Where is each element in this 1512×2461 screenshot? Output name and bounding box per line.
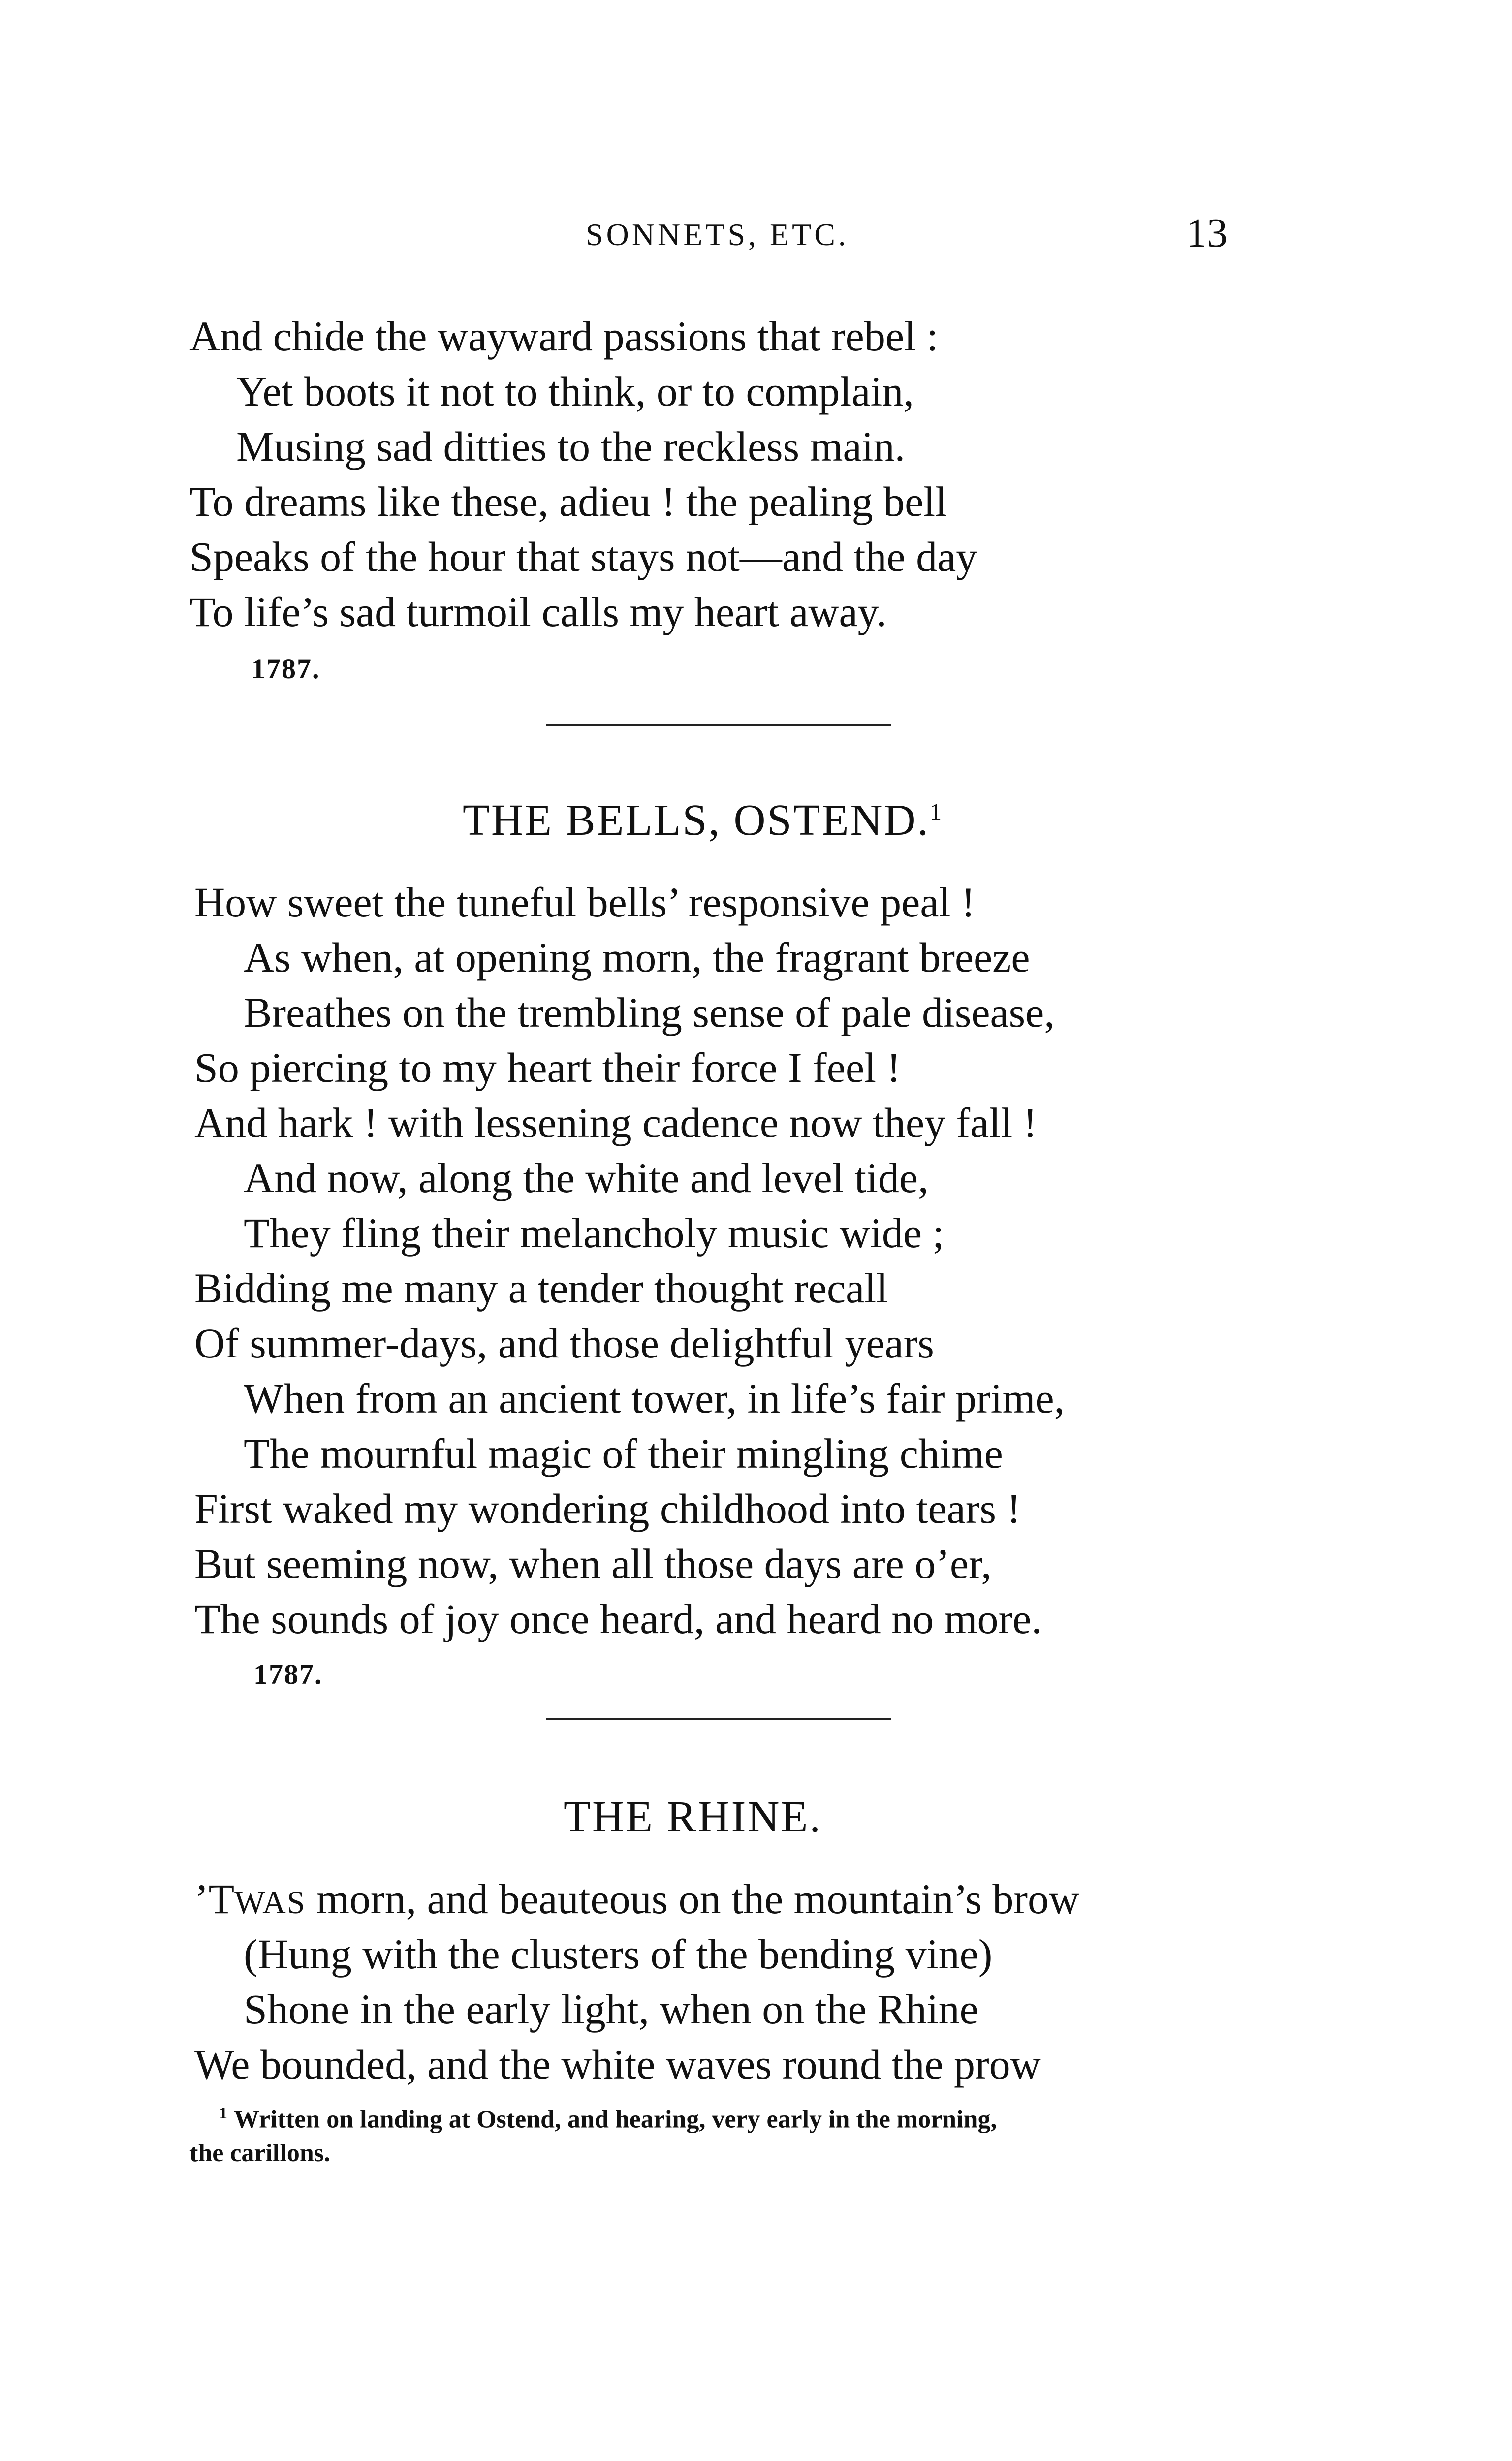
bells-line: So piercing to my heart their force I feel !: [194, 1044, 901, 1091]
bells-line: When from an ancient tower, in life’s fair prime,: [244, 1375, 1065, 1422]
prev-poem-line: Yet boots it not to think, or to complain,: [236, 368, 914, 415]
bells-line: The sounds of joy once heard, and heard no more.: [194, 1595, 1042, 1642]
footnote-text-1: Written on landing at Ostend, and hearing, very early in the morning,: [234, 2105, 997, 2134]
rhine-line: (Hung with the clusters of the bending vine): [244, 1930, 993, 1978]
rhine-first-word-lead: ’T: [194, 1875, 235, 1923]
footnote-marker: 1: [929, 799, 943, 825]
prev-poem-line: To dreams like these, adieu ! the pealing bell: [189, 478, 947, 525]
bells-line: As when, at opening morn, the fragrant breeze: [244, 934, 1030, 981]
section-divider: [546, 1718, 891, 1720]
bells-line: How sweet the tuneful bells’ responsive peal !: [194, 879, 976, 926]
bells-line: Breathes on the trembling sense of pale disease,: [244, 989, 1055, 1036]
footnote-mark: 1: [219, 2104, 227, 2122]
footnote-line-1: [219, 2104, 997, 2134]
rhine-first-line-rest: morn, and beauteous on the mountain’s brow: [306, 1875, 1080, 1923]
prev-poem-line: Speaks of the hour that stays not—and the day: [189, 533, 977, 580]
bells-line: But seeming now, when all those days are o’er,: [194, 1540, 992, 1587]
bells-line: Of summer-days, and those delightful years: [194, 1320, 934, 1367]
bells-line: And hark ! with lessening cadence now they fall !: [194, 1099, 1038, 1146]
running-head: SONNETS, ETC.: [586, 217, 849, 252]
rhine-first-word-rest: WAS: [234, 1885, 306, 1921]
bells-year: 1787.: [253, 1658, 323, 1690]
bells-line: And now, along the white and level tide,: [244, 1154, 929, 1201]
bells-line: First waked my wondering childhood into tears !: [194, 1485, 1021, 1532]
bells-title: [463, 795, 943, 846]
prev-poem-line: And chide the wayward passions that rebel :: [189, 313, 939, 360]
bells-line: The mournful magic of their mingling chime: [244, 1430, 1003, 1477]
rhine-line: We bounded, and the white waves round the prow: [194, 2041, 1041, 2088]
bells-title-text: THE BELLS, OSTEND.: [463, 796, 930, 845]
rhine-line: [194, 1875, 1080, 1923]
section-divider: [546, 724, 891, 726]
bells-line: Bidding me many a tender thought recall: [194, 1264, 888, 1312]
footnote-line-2: the carillons.: [189, 2139, 330, 2167]
prev-poem-line: To life’s sad turmoil calls my heart away.: [189, 588, 887, 635]
rhine-title: THE RHINE.: [564, 1793, 822, 1841]
bells-line: They fling their melancholy music wide ;: [244, 1209, 945, 1257]
prev-poem-year: 1787.: [251, 653, 320, 685]
rhine-line: Shone in the early light, when on the Rhine: [244, 1986, 978, 2033]
prev-poem-line: Musing sad ditties to the reckless main.: [236, 423, 906, 470]
page-number: 13: [1186, 210, 1228, 256]
